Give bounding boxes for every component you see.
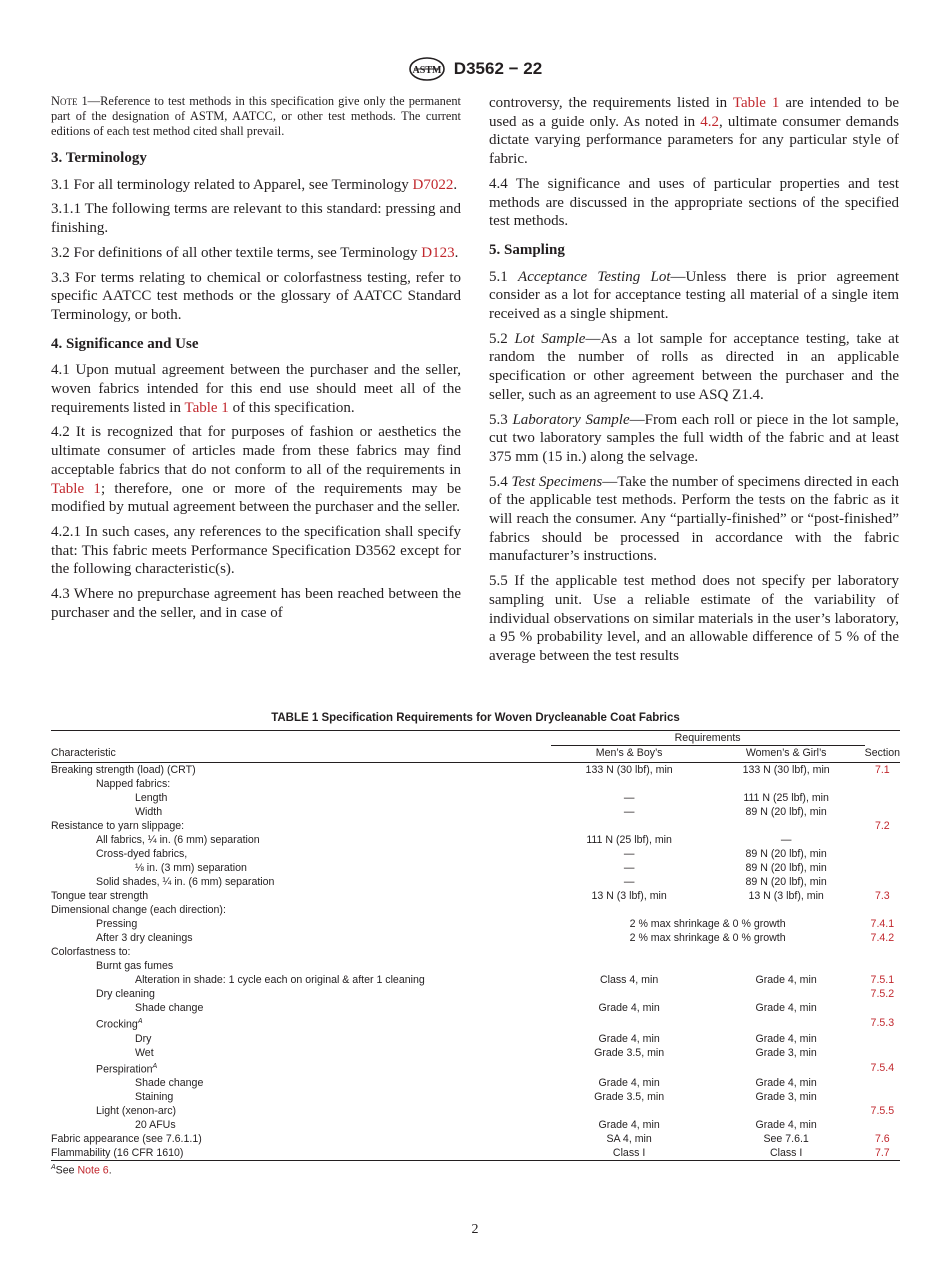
cell-section-link[interactable]: 7.5.3 (870, 1017, 895, 1030)
table-header-row (51, 746, 900, 763)
para-4-2-text: 4.2 It is recognized that for purposes of fashion or aesthetics the ultimate consumer of articles made from these fabrics may find acceptable fabrics that do not conform to all of the requirements in (51, 424, 461, 478)
cell-section-link (865, 959, 900, 973)
document-designation: D3562 − 22 (453, 59, 543, 78)
para-3-2 (51, 244, 461, 263)
term-acceptance-testing-lot: Acceptance Testing Lot (518, 268, 671, 285)
cell-mens (551, 1060, 708, 1077)
characteristic-text: Cross-dyed fabrics, (96, 848, 188, 860)
svg-text:ASTM: ASTM (412, 65, 442, 76)
cell-womens (708, 945, 865, 959)
characteristic-text: Dry cleaning (96, 988, 155, 1000)
para-5-2-num: 5.2 (489, 330, 515, 347)
para-4-3: 4.3 Where no prepurchase agreement has been reached between the purchaser and the seller, and in case of (51, 586, 461, 621)
characteristic-text: Colorfastness to: (51, 946, 131, 958)
cell-section-link[interactable]: 7.2 (874, 820, 890, 832)
table-row (51, 847, 900, 861)
para-3-3: 3.3 For terms relating to chemical or colorfastness testing, refer to specific AATCC test methods or the glossary of AATCC Standard Terminology, or both. (51, 269, 461, 323)
cell-womens: 89 N (20 lbf), min (745, 862, 827, 874)
term-laboratory-sample: Laboratory Sample (512, 411, 630, 428)
requirements-header: Requirements (551, 731, 865, 746)
cell-characteristic (51, 889, 551, 903)
cell-mens (551, 1104, 708, 1118)
page-header (0, 56, 950, 84)
cell-womens: 13 N (3 lbf), min (748, 890, 824, 902)
para-4-2-end: ; therefore, one or more of the requirements may be modified by mutual agreement between the purchaser and the seller. (51, 480, 461, 516)
cell-section-link[interactable]: 7.5.5 (870, 1105, 895, 1118)
cell-characteristic (51, 1001, 551, 1015)
characteristic-text: Wet (135, 1046, 154, 1059)
cell-characteristic (51, 1090, 551, 1104)
cell-section-link (865, 861, 900, 875)
para-3-1-1: 3.1.1 The following terms are relevant to this standard: pressing and finishing. (51, 201, 461, 237)
table-body (51, 763, 900, 1161)
para-5-1-num: 5.1 (489, 268, 519, 285)
para-3-2-text: 3.2 For definitions of all other textile terms, see Terminology (51, 244, 422, 261)
cell-characteristic (51, 1132, 551, 1146)
para-5-3 (489, 411, 899, 467)
cell-characteristic (51, 987, 551, 1001)
para-5-1-text: —Unless there is prior agreement consider as a lot for acceptance testing all material of a single item received as a single shipment. (489, 268, 900, 323)
para-4-3-cont-mid: are intended to be used as a guide only. As noted in (489, 95, 899, 130)
cell-characteristic (51, 847, 551, 861)
para-3-1-text: 3.1 For all terminology related to Apparel, see Terminology (51, 176, 413, 193)
cell-mens: — (623, 806, 635, 818)
table-row (51, 777, 900, 791)
table-header-row (51, 731, 900, 746)
cell-mens (551, 959, 708, 973)
characteristic-text: Tongue tear strength (51, 890, 149, 902)
header-mens: Men’s & Boy’s (551, 746, 708, 763)
section-4-heading: 4. Significance and Use (51, 335, 199, 352)
characteristic-text: Resistance to yarn slippage: (51, 820, 185, 832)
para-3-1 (51, 176, 461, 195)
cell-womens: 133 N (30 lbf), min (742, 764, 830, 776)
note-label: Note 1 (51, 94, 88, 108)
cell-characteristic (51, 903, 551, 917)
cell-requirement-both: 2 % max shrinkage & 0 % growth (629, 918, 786, 930)
cell-section-link (865, 777, 900, 791)
cell-section-link (865, 1076, 900, 1090)
cell-characteristic (51, 945, 551, 959)
characteristic-text: ⅛ in. (3 mm) separation (135, 862, 247, 874)
note-text: —Reference to test methods in this specification give only the permanent part of the designation of ASTM, AATCC, or other test methods. The current editions of each test method cited shall prevail. (51, 94, 461, 138)
cell-mens (551, 903, 708, 917)
section-3-heading: 3. Terminology (51, 150, 147, 166)
characteristic-text: Burnt gas fumes (96, 960, 174, 972)
cell-section-link[interactable]: 7.4.2 (870, 932, 895, 944)
cell-womens: Grade 4, min (755, 1032, 817, 1045)
characteristic-text: Width (135, 806, 163, 818)
para-3-1-end: . (453, 176, 458, 193)
table-row (51, 1146, 900, 1161)
section-5-heading: 5. Sampling (489, 241, 565, 258)
cell-womens (708, 903, 865, 917)
cell-section-link (865, 847, 900, 861)
cell-mens: — (623, 876, 635, 888)
cell-mens: Class 4, min (599, 974, 659, 986)
cell-section-link[interactable]: 7.5.1 (870, 974, 895, 986)
characteristic-text: Dimensional change (each direction): (51, 904, 226, 916)
table-row (51, 931, 900, 945)
cell-womens: Grade 4, min (755, 1002, 817, 1014)
cell-section-link (865, 875, 900, 889)
cell-womens: 89 N (20 lbf), min (745, 876, 827, 888)
cell-section-link (865, 1032, 900, 1046)
table-title: TABLE 1 Specification Requirements for Woven Drycleanable Coat Fabrics (271, 712, 680, 724)
link-table-1[interactable]: Table 1 (732, 95, 780, 111)
cell-characteristic (51, 805, 551, 819)
table-row (51, 917, 900, 931)
cell-characteristic (51, 1146, 551, 1161)
cell-mens (551, 987, 708, 1001)
header-womens: Women’s & Girl’s (708, 746, 865, 763)
characteristic-text: Shade change (135, 1077, 204, 1090)
cell-characteristic (51, 833, 551, 847)
table-row (51, 805, 900, 819)
characteristic-text: Light (xenon-arc) (96, 1105, 177, 1118)
table-row (51, 1104, 900, 1118)
cell-characteristic (51, 1060, 551, 1077)
cell-womens (708, 819, 865, 833)
table-row (51, 1132, 900, 1146)
cell-mens: SA 4, min (606, 1133, 652, 1146)
cell-characteristic (51, 959, 551, 973)
cell-mens: — (623, 862, 635, 874)
cell-mens: Grade 3.5, min (594, 1091, 665, 1104)
cell-womens: Class I (708, 1146, 865, 1161)
table-row (51, 973, 900, 987)
para-5-3-text: —From each roll or piece in the lot sample, cut two laboratory samples the full width of the fabric and at least 375 mm (15 in.) along the selvage. (489, 411, 900, 465)
characteristic-text: After 3 dry cleanings (96, 932, 193, 944)
cell-characteristic (51, 973, 551, 987)
cell-womens (708, 1015, 865, 1032)
header-characteristic: Characteristic (51, 746, 551, 763)
cell-characteristic (51, 791, 551, 805)
cell-section-link[interactable]: 7.3 (874, 890, 890, 902)
link-table-1[interactable]: Table 1 (51, 480, 101, 497)
cell-mens: Grade 4, min (598, 1002, 660, 1014)
characteristic-text: Alteration in shade: 1 cycle each on original & after 1 cleaning (135, 974, 425, 986)
table-row (51, 791, 900, 805)
para-4-1 (51, 361, 461, 417)
cell-mens: — (623, 792, 635, 804)
cell-womens: 89 N (20 lbf), min (745, 848, 827, 860)
cell-womens: — (780, 834, 792, 846)
characteristic-text: Solid shades, ¼ in. (6 mm) separation (96, 876, 275, 888)
cell-mens: Grade 4, min (598, 1077, 660, 1090)
table-row (51, 1001, 900, 1015)
characteristic-text: Pressing (96, 918, 138, 930)
header-section: Section (865, 746, 900, 763)
cell-characteristic (51, 1032, 551, 1046)
table-row (51, 903, 900, 917)
cell-mens: 13 N (3 lbf), min (591, 890, 667, 902)
cell-mens: 133 N (30 lbf), min (585, 764, 673, 776)
para-5-4-text: —Take the number of specimens directed in each of the applicable test methods. Perform the tests on the fabric as it will reach the consumer. Any “partially-finished” or “post-finished” fabrics should be processed in accordance with the fabric manufacturer’s instructions. (489, 473, 900, 565)
table-row (51, 1032, 900, 1046)
link-d123[interactable]: D123 (421, 244, 455, 261)
cell-mens: Grade 4, min (598, 1032, 660, 1045)
cell-womens (708, 959, 865, 973)
cell-mens: Class I (551, 1146, 708, 1161)
para-4-1-end: of this specification. (228, 399, 355, 416)
table-row (51, 861, 900, 875)
cell-mens (551, 1015, 708, 1032)
footnote-ref: A (137, 1018, 143, 1025)
cell-womens: Grade 4, min (755, 1119, 817, 1132)
header-spacer (51, 731, 551, 746)
cell-characteristic (51, 931, 551, 945)
characteristic-text: Shade change (135, 1002, 204, 1014)
cell-characteristic (51, 1118, 551, 1132)
right-column (489, 94, 899, 672)
cell-characteristic (51, 1015, 551, 1032)
table-row (51, 1015, 900, 1032)
table-row (51, 889, 900, 903)
table-row (51, 819, 900, 833)
footnote-ref: A (152, 1062, 158, 1070)
para-4-4: 4.4 The significance and uses of particular properties and test methods are discussed in the appropriate sections of the specified test methods. (489, 175, 899, 230)
cell-womens: Grade 4, min (755, 974, 817, 986)
para-4-1-text: 4.1 Upon mutual agreement between the purchaser and the seller, woven fabrics intended for this end use should meet all of the requirements listed in (51, 362, 461, 416)
cell-characteristic (51, 819, 551, 833)
cell-womens (708, 1060, 865, 1077)
cell-mens (551, 777, 708, 791)
para-4-3-cont-text: controversy, the requirements listed in (489, 95, 733, 111)
cell-section-link[interactable]: 7.1 (874, 764, 890, 776)
table-row (51, 833, 900, 847)
table-row (51, 1060, 900, 1077)
cell-womens: See 7.6.1 (763, 1133, 809, 1146)
para-5-4-num: 5.4 (489, 473, 512, 490)
left-column (51, 94, 461, 628)
table-row (51, 1046, 900, 1060)
para-4-2 (51, 423, 461, 517)
term-test-specimens: Test Specimens (511, 473, 603, 490)
cell-mens (551, 945, 708, 959)
cell-characteristic (51, 1046, 551, 1060)
cell-womens (708, 1104, 865, 1118)
para-5-3-num: 5.3 (489, 411, 513, 428)
para-5-2-text: —As a lot sample for acceptance testing, take at random the number of rolls as directed in an applicable specification or other agreement between the purchaser and the seller, such as an agreement to use ASQ Z1.4. (489, 330, 900, 403)
characteristic-text: Fabric appearance (see 7.6.1.1) (51, 1133, 202, 1146)
para-4-3-continued (489, 94, 899, 169)
cell-section-link (865, 1118, 900, 1132)
table-row (51, 987, 900, 1001)
characteristic-text: Staining (135, 1091, 174, 1104)
cell-mens: Grade 3.5, min (594, 1046, 665, 1059)
table-footnote (51, 1164, 112, 1177)
cell-mens: 111 N (25 lbf), min (586, 834, 672, 846)
table-row (51, 875, 900, 889)
cell-section-link[interactable]: 7.6 (874, 1133, 890, 1146)
cell-womens: Grade 3, min (755, 1046, 817, 1059)
para-5-1 (489, 268, 899, 324)
characteristic-text: All fabrics, ¼ in. (6 mm) separation (96, 834, 260, 846)
cell-section-link (865, 1090, 900, 1104)
cell-womens: Grade 4, min (755, 1077, 817, 1090)
cell-section-link (865, 945, 900, 959)
cell-section-link[interactable]: 7.4.1 (870, 918, 895, 930)
astm-logo-icon (408, 56, 446, 82)
cell-womens: 89 N (20 lbf), min (745, 806, 827, 818)
characteristic-text: Napped fabrics: (96, 778, 171, 790)
link-section-4-2[interactable]: 4.2 (700, 113, 720, 130)
cell-section-link (865, 833, 900, 847)
para-4-2-1: 4.2.1 In such cases, any references to the specification shall specify that: This fabric meets Performance Specification D3562 except for the following characteristic(s). (51, 523, 461, 578)
cell-characteristic (51, 875, 551, 889)
footnote-end: . (108, 1164, 112, 1177)
characteristic-text: 20 AFUs (135, 1119, 176, 1132)
footnote-marker: A (51, 1164, 56, 1171)
note-1 (51, 94, 461, 139)
table-row (51, 959, 900, 973)
cell-section-link (865, 805, 900, 819)
link-d7022[interactable]: D7022 (412, 176, 454, 193)
characteristic-text: Perspiration (96, 1063, 153, 1076)
para-5-4 (489, 473, 899, 567)
link-table-1[interactable]: Table 1 (184, 399, 229, 416)
cell-characteristic (51, 1104, 551, 1118)
cell-mens (551, 819, 708, 833)
page-number: 2 (471, 1222, 479, 1237)
term-lot-sample: Lot Sample (514, 330, 586, 347)
cell-requirement-both: 2 % max shrinkage & 0 % growth (629, 932, 786, 944)
para-4-3-cont-end: , ultimate consumer demands dictate varying performance parameters for any particular style of fabric. (489, 113, 899, 168)
para-3-2-end: . (454, 244, 459, 261)
cell-section-link (865, 903, 900, 917)
cell-characteristic (51, 1076, 551, 1090)
cell-characteristic (51, 917, 551, 931)
cell-section-link (865, 1046, 900, 1060)
cell-section-link[interactable]: 7.5.4 (870, 1061, 895, 1074)
cell-section-link[interactable]: 7.5.2 (870, 988, 895, 1000)
cell-womens: Grade 3, min (755, 1091, 817, 1104)
cell-womens: 111 N (25 lbf), min (743, 792, 829, 804)
cell-womens (708, 777, 865, 791)
footnote-text: See (55, 1164, 78, 1177)
characteristic-text: Length (135, 792, 168, 804)
cell-section-link (865, 791, 900, 805)
para-5-2 (489, 330, 899, 405)
cell-characteristic (51, 861, 551, 875)
characteristic-text: Crocking (96, 1018, 138, 1031)
table-row (51, 1076, 900, 1090)
table-row (51, 945, 900, 959)
link-note-6[interactable]: Note 6 (77, 1164, 109, 1177)
para-5-5: 5.5 If the applicable test method does not specify per laboratory sampling unit. Use a reliable estimate of the variability of individual observations on similar materials in the user’s laboratory, a 95 % probability level, and an allowable difference of 5 % of the average between the test results (489, 573, 899, 664)
spec-table (51, 730, 900, 1161)
cell-characteristic (51, 763, 551, 778)
characteristic-text: Breaking strength (load) (CRT) (51, 764, 196, 776)
cell-section-link (865, 1001, 900, 1015)
cell-womens (708, 987, 865, 1001)
table-row (51, 1118, 900, 1132)
cell-mens: — (623, 848, 635, 860)
table-row (51, 763, 900, 778)
characteristic-text: Flammability (16 CFR 1610) (51, 1147, 184, 1160)
cell-section-link[interactable]: 7.7 (865, 1146, 900, 1161)
cell-mens: Grade 4, min (598, 1119, 660, 1132)
header-spacer (865, 731, 900, 746)
characteristic-text: Dry (135, 1032, 152, 1045)
cell-characteristic (51, 777, 551, 791)
table-row (51, 1090, 900, 1104)
